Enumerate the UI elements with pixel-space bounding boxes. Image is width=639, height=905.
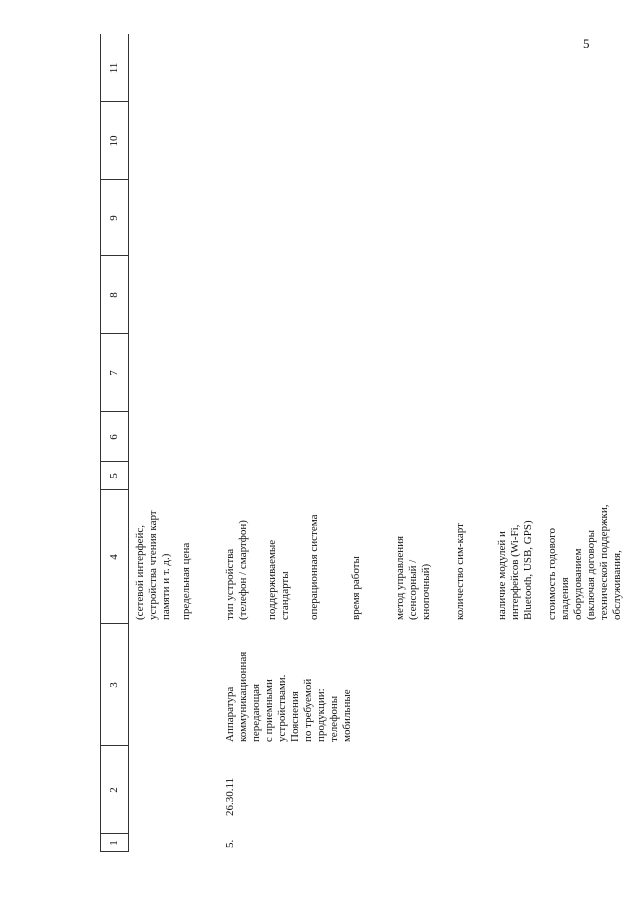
row-number: 5. [224,839,236,848]
text-line: обслуживания, [611,550,623,620]
text-line: владения [559,577,571,620]
text-line: мобильные [341,689,353,742]
column-header-10: 10 [108,135,120,147]
text-line: по требуемой [302,678,314,742]
text-line: (включая договоры [585,529,597,620]
text-line: с приемными [263,679,275,742]
page-number: 5 [583,36,590,51]
text-line: (сенсорный / [407,559,419,620]
column-header-8: 8 [108,292,120,298]
characteristic-standards [266,496,292,620]
text-line: тип устройства [224,548,236,620]
text-line: количество сим-карт [454,523,466,620]
text-line: памяти и т. д.) [160,553,172,620]
text-line: кнопочный) [420,563,432,620]
prev-row-price-limit: предельная цена [180,542,192,620]
characteristic-os [308,496,321,620]
text-line: стандарты [279,571,291,620]
header-bottom-border [128,34,129,852]
text-line: Пояснения [289,691,301,742]
characteristic-sim [454,496,467,620]
text-line: (телефон / смартфон) [237,520,249,620]
text-line: технической поддержки, [598,504,610,620]
column-header-7: 7 [108,370,120,376]
text-line: операционная система [308,514,320,620]
column-header-2: 2 [108,787,120,793]
characteristic-battery [350,496,363,620]
text-line: оборудованием [572,548,584,620]
characteristic-control [394,496,433,620]
text-line: продукции: [315,688,327,742]
text-line: поддерживаемые [266,539,278,620]
column-header-5: 5 [108,473,120,479]
text-line: метод управления [394,535,406,620]
text-line: Аппаратура [224,686,236,742]
text-line: стоимость годового [546,528,558,620]
text-line: (сетевой интерфейс, [134,525,146,620]
column-header-11: 11 [108,62,120,74]
column-header-3: 3 [108,682,120,688]
product-description [224,630,354,742]
column-header-6: 6 [108,434,120,440]
characteristic-cost [546,496,624,620]
column-header-1: 1 [108,840,120,846]
table-top-border [100,34,101,852]
requirements-table [100,32,623,852]
text-line: Bluetooth, USB, GPS) [522,520,534,620]
text-line: устройства чтения карт [147,510,159,620]
okpd-code: 26.30.11 [224,777,236,816]
text-line: время работы [350,556,362,620]
column-header-9: 9 [108,215,120,221]
text-line: устройствами. [276,674,288,742]
text-line: телефоны [328,695,340,742]
text-line: коммуникационная [237,651,249,742]
text-line: передающая [250,683,262,742]
characteristic-type [224,496,250,620]
characteristic-modules [496,496,535,620]
prev-row-characteristic [134,496,173,620]
column-header-4: 4 [108,554,120,560]
text-line: наличие модулей и [496,531,508,620]
text-line: интерфейсов (Wi-Fi, [509,524,521,620]
